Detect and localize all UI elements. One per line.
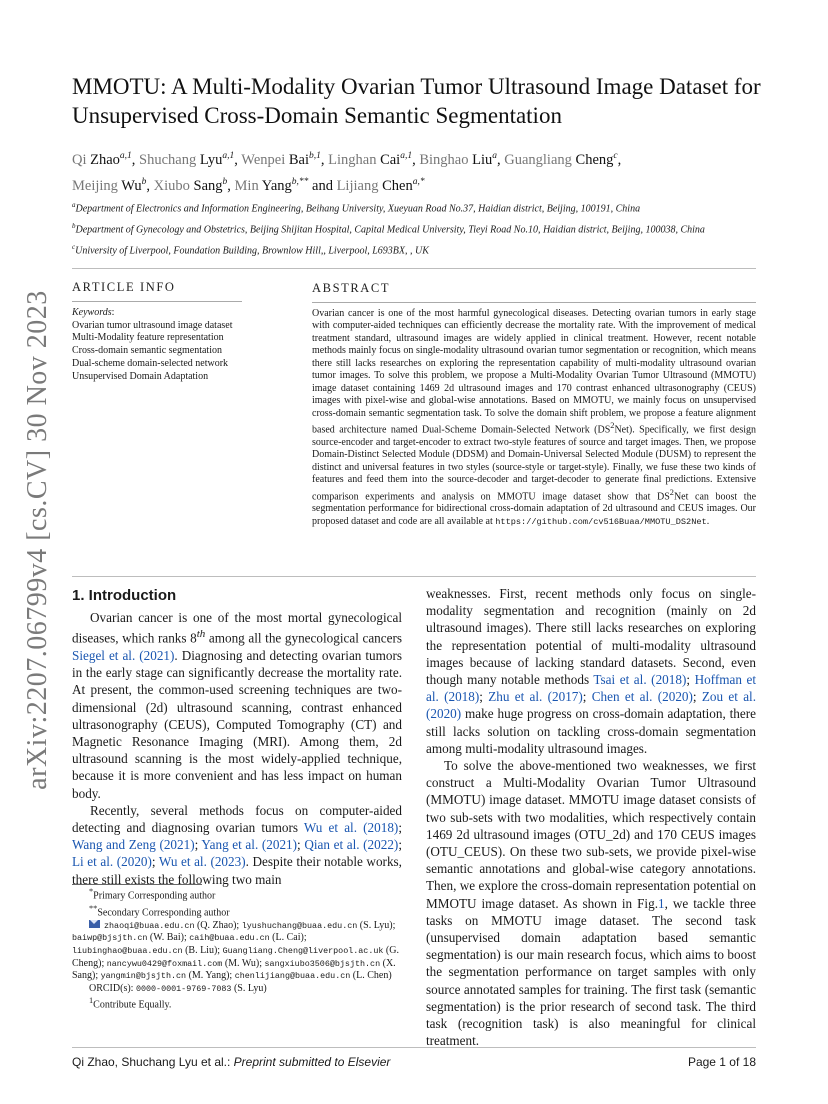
footer-citation: Qi Zhao, Shuchang Lyu et al.: Preprint submitted to Elsevier bbox=[72, 1055, 391, 1069]
header-divider bbox=[72, 268, 756, 269]
citation-link[interactable]: Yang et al. (2021) bbox=[201, 837, 298, 853]
author: Shuchang Lyu$^{a,1}$ bbox=[139, 151, 235, 168]
arxiv-stamp-text: arXiv:2207.06799v4 [cs.CV] 30 Nov 2023 bbox=[22, 290, 53, 790]
keywords-label: Keywords bbox=[72, 307, 112, 318]
citation-link[interactable]: Siegel et al. (2021) bbox=[72, 648, 175, 663]
keyword: Cross-domain semantic segmentation bbox=[72, 345, 222, 357]
citation-link[interactable]: Chen et al. (2020) bbox=[591, 689, 693, 705]
email-link[interactable]: caih@buaa.edu.cn bbox=[189, 933, 270, 944]
citation-link[interactable]: Wang and Zeng (2021) bbox=[72, 837, 195, 853]
keyword: Unsupervised Domain Adaptation bbox=[72, 370, 209, 382]
email-link[interactable]: baiwp@bjsjth.cn bbox=[72, 933, 148, 944]
email-link[interactable]: sangxiubo3506@bjsjth.cn bbox=[264, 958, 381, 969]
section-heading-introduction: 1. Introduction bbox=[72, 587, 177, 604]
footnote-divider bbox=[72, 884, 202, 885]
author: Wenpei Bai$^{b,1}$ bbox=[241, 151, 321, 168]
affiliation: $^c$University of Liverpool, Foundation Building, Brownlow Hill,, Liverpool, L693BX, , UK bbox=[72, 242, 429, 256]
author-list: Qi Zhao$^{a,1}$, Shuchang Lyu$^{a,1}$, Wenpei Bai$^{b,1}$, Linghan Cai$^{a,1}$, Binghao Liu$^a$, Guangliang Cheng$^c$, Meijing Wu$^b$, Xiubo Sang$^b$, Min Yang$^{b,**}$ and Lijiang Chen$^{a,*}$ bbox=[72, 151, 622, 194]
footnote-emails: zhaoqi@buaa.edu.cn (Q. Zhao); lyushuchang@buaa.edu.cn (S. Lyu); baiwp@bjsjth.cn (W. Bai); caih@buaa.edu.cn (L. Cai); liubinghao@buaa.edu.cn (B. Liu); Guangliang.Cheng@liverpool.ac.uk (G. Cheng); nancywu0429@foxmail.com (M. Wu); sangxiubo3506@bjsjth.cn (X. Sang); yangmin@bjsjth.cn (M. Yang); chenlijiang@buaa.edu.cn (L. Chen) bbox=[72, 919, 399, 982]
email-link[interactable]: lyushuchang@buaa.edu.cn bbox=[241, 920, 358, 931]
author: Guangliang Cheng$^c$ bbox=[504, 151, 618, 168]
citation-link[interactable]: Wu et al. (2018) bbox=[303, 820, 399, 836]
footer-status: Preprint submitted to Elsevier bbox=[233, 1055, 391, 1069]
authors-and: and bbox=[312, 177, 333, 194]
affiliation: $^b$Department of Gynecology and Obstetrics, Beijing Shijitan Hospital, Capital Medical University, Tieyi Road No.10, Haidian district, Beijing, 100038, China bbox=[72, 221, 705, 236]
intro-paragraph: weaknesses. First, recent methods only focus on single-modality segmentation and recognition (mainly on 2d ultrasound images). There still lacks researches on exploring the representation potential of multi-modality ultrasound images because of lacking standard datasets. Second, even though many notable methods Tsai et al. (2018); Hoffman et al. (2018); Zhu et al. (2017); Chen et al. (2020); Zou et al. (2020) make huge progress on cross-domain adaptation, there still lacks solution on tackling cross-domain segmentation among multi-modality ultrasound images. bbox=[426, 586, 757, 756]
email-link[interactable]: chenlijiang@buaa.edu.cn bbox=[234, 971, 351, 982]
author: Qi Zhao$^{a,1}$ bbox=[72, 151, 132, 168]
paper-title: MMOTU: A Multi-Modality Ovarian Tumor Ultrasound Image Dataset for Unsupervised Cross-Domain Semantic Segmentation bbox=[72, 74, 761, 128]
affiliations bbox=[72, 199, 722, 261]
citation-link[interactable]: Zou et al. (2020) bbox=[426, 689, 757, 722]
citation-link[interactable]: Wu et al. (2023) bbox=[158, 854, 246, 870]
abstract-bottom-divider bbox=[72, 576, 756, 577]
citation-link[interactable]: Qian et al. (2022) bbox=[304, 837, 399, 853]
author: Meijing Wu$^b$ bbox=[72, 176, 147, 194]
footnote-orcid: ORCID(s): 0000-0001-9769-7083 (S. Lyu) bbox=[89, 982, 267, 994]
abstract-divider bbox=[312, 302, 756, 303]
right-column bbox=[426, 585, 756, 1049]
figure-link[interactable]: 1 bbox=[658, 895, 665, 911]
intro-paragraph: Recently, several methods focus on computer-aided detecting and diagnosing ovarian tumors Wu et al. (2018); Wang and Zeng (2021); Yang et al. (2021); Qian et al. (2022); Li et al. (2020); Wu et al. (2023). Despite their notable works, there still exists the following two main bbox=[72, 802, 402, 887]
footnote-secondary: **Secondary Corresponding author bbox=[89, 903, 230, 919]
email-link[interactable]: yangmin@bjsjth.cn bbox=[100, 971, 187, 982]
left-column bbox=[72, 585, 402, 885]
footnote-primary: *Primary Corresponding author bbox=[89, 887, 216, 902]
orcid-link[interactable]: 0000-0001-9769-7083 bbox=[135, 983, 232, 994]
email-link[interactable]: zhaoqi@buaa.edu.cn bbox=[104, 920, 195, 931]
author: Xiubo Sang$^b$ bbox=[153, 176, 228, 194]
intro-paragraph: To solve the above-mentioned two weaknesses, we first construct a Multi-Modality Ovarian Tumor Ultrasound (MMOTU) image dataset. MMOTU image dataset consists of two sub-sets with two modalities, which respectively contain 1469 2d ultrasound images (OTU_2d) and 170 CEUS images (OTU_CEUS). On these two sub-sets, we provide pixel-wise semantic annotations and global-wise category annotations. Then, we explore the cross-domain representation potential on MMOTU image dataset. As shown in Fig.1, we tackle three tasks on MMOTU image dataset. The second task (unsupervised domain adaptation based semantic segmentation) is our main research focus, which aims to boost the segmentation performance on target samples with only source annotated samples for training. The first task (semantic segmentation) is the prior research of second task. The third task (recognition task) is also meaningful for clinical treatment. bbox=[426, 758, 757, 1049]
keywords-block: Keywords: Ovarian tumor ultrasound image dataset Multi-Modality feature representation Cross-domain semantic segmentation Dual-scheme domain-selected network Unsupervised Domain Adaptation bbox=[72, 307, 272, 383]
email-link[interactable]: nancywu0429@foxmail.com bbox=[106, 958, 223, 969]
arxiv-side-stamp bbox=[10, 290, 66, 790]
citation-link[interactable]: Zhu et al. (2017) bbox=[488, 689, 583, 705]
footer-divider bbox=[72, 1047, 756, 1048]
email-link[interactable]: liubinghao@buaa.edu.cn bbox=[72, 946, 183, 957]
author: Binghao Liu$^a$ bbox=[419, 151, 497, 168]
keyword: Multi-Modality feature representation bbox=[72, 332, 224, 344]
email-icon bbox=[89, 920, 100, 928]
page-number: Page 1 of 18 bbox=[687, 1055, 756, 1069]
citation-link[interactable]: Li et al. (2020) bbox=[72, 854, 152, 870]
author: Lijiang Chen$^{a,*}$ bbox=[336, 176, 425, 194]
citation-link[interactable]: Hoffman et al. (2018) bbox=[426, 672, 756, 705]
article-info-heading: ARTICLE INFO bbox=[72, 280, 176, 294]
author: Min Yang$^{b,**}$ bbox=[234, 176, 309, 194]
affiliation: $^a$Department of Electronics and Information Engineering, Beihang University, Xueyuan Road No.37, Haidian district, Beijing, 100191, China bbox=[72, 201, 641, 215]
email-link[interactable]: Guangliang.Cheng@liverpool.ac.uk bbox=[222, 946, 384, 957]
keyword: Dual-scheme domain-selected network bbox=[72, 357, 229, 369]
abstract-text: Ovarian cancer is one of the most harmful gynecological diseases. Detecting ovarian tumors in early stage with computer-aided techniques can efficiently decrease the mortality rate. With the improvement of medical treatment standard, ultrasound images are widely applied in clinical treatment. However, recent notable methods mainly focus on single-modality ultrasound ovarian tumor segmentation or recognition, which means there still lacks researches on exploring the representation capability of multi-modality ultrasound ovarian tumor images. To solve this problem, we propose a Multi-Modality Ovarian Tumor Ultrasound (MMOTU) image dataset containing 1469 2d ultrasound images and 170 contrast enhanced ultrasonography (CEUS) images with pixel-wise and global-wise annotations. Based on MMOTU, we mainly focus on unsupervised cross-domain semantic segmentation task. To solve the domain shift problem, we propose a feature alignment based architecture named Dual-Scheme Domain-Selected Network $(DS^2Net)$. Specifically, we first design source-encoder and target-encoder to extract two-style features of source and target images. Then, we propose Domain-Distinct Selected Module (DDSM) and Domain-Universal Selected Module (DUSM) to represent the distinct and universal features in two styles (source-style or target-style). Finally, we fuse these two kinds of features and feed them into the source-decoder and target-decoder to generate final predictions. Extensive comparison experiments and analysis on MMOTU image dataset show that $DS^2Net$ can boost the segmentation performance for bidirectional cross-domain adaptation of 2d ultrasound and CEUS images. Our proposed dataset and code are all available at https://github.com/cv516Buaa/MMOTU_DS2Net. bbox=[312, 308, 757, 527]
footnote-contrib: $^1$Contribute Equally. bbox=[89, 996, 172, 1011]
article-info-divider bbox=[72, 301, 242, 302]
footnotes bbox=[72, 886, 402, 1012]
intro-paragraph: Ovarian cancer is one of the most mortal gynecological diseases, which ranks 8th among all the gynecological cancers Siegel et al. (2021). Diagnosing and detecting ovarian tumors in the early stage can significantly decrease the mortality rate. At present, the common-used screening techniques are two-dimensional (2d) ultrasound scanning, contrast enhanced ultrasonography (CEUS), Computed Tomography (CT) and Magnetic Resonance Imaging (MRI). Among them, 2d ultrasound scanning is the most widely-applied technique, because it is more convenient and has less impact on human body. bbox=[72, 610, 403, 801]
citation-link[interactable]: Tsai et al. (2018) bbox=[593, 672, 687, 688]
code-link[interactable]: https://github.com/cv516Buaa/MMOTU_DS2Net bbox=[495, 516, 707, 527]
author: Linghan Cai$^{a,1}$ bbox=[328, 151, 413, 168]
abstract-heading: ABSTRACT bbox=[312, 281, 391, 295]
keyword: Ovarian tumor ultrasound image dataset bbox=[72, 319, 233, 331]
